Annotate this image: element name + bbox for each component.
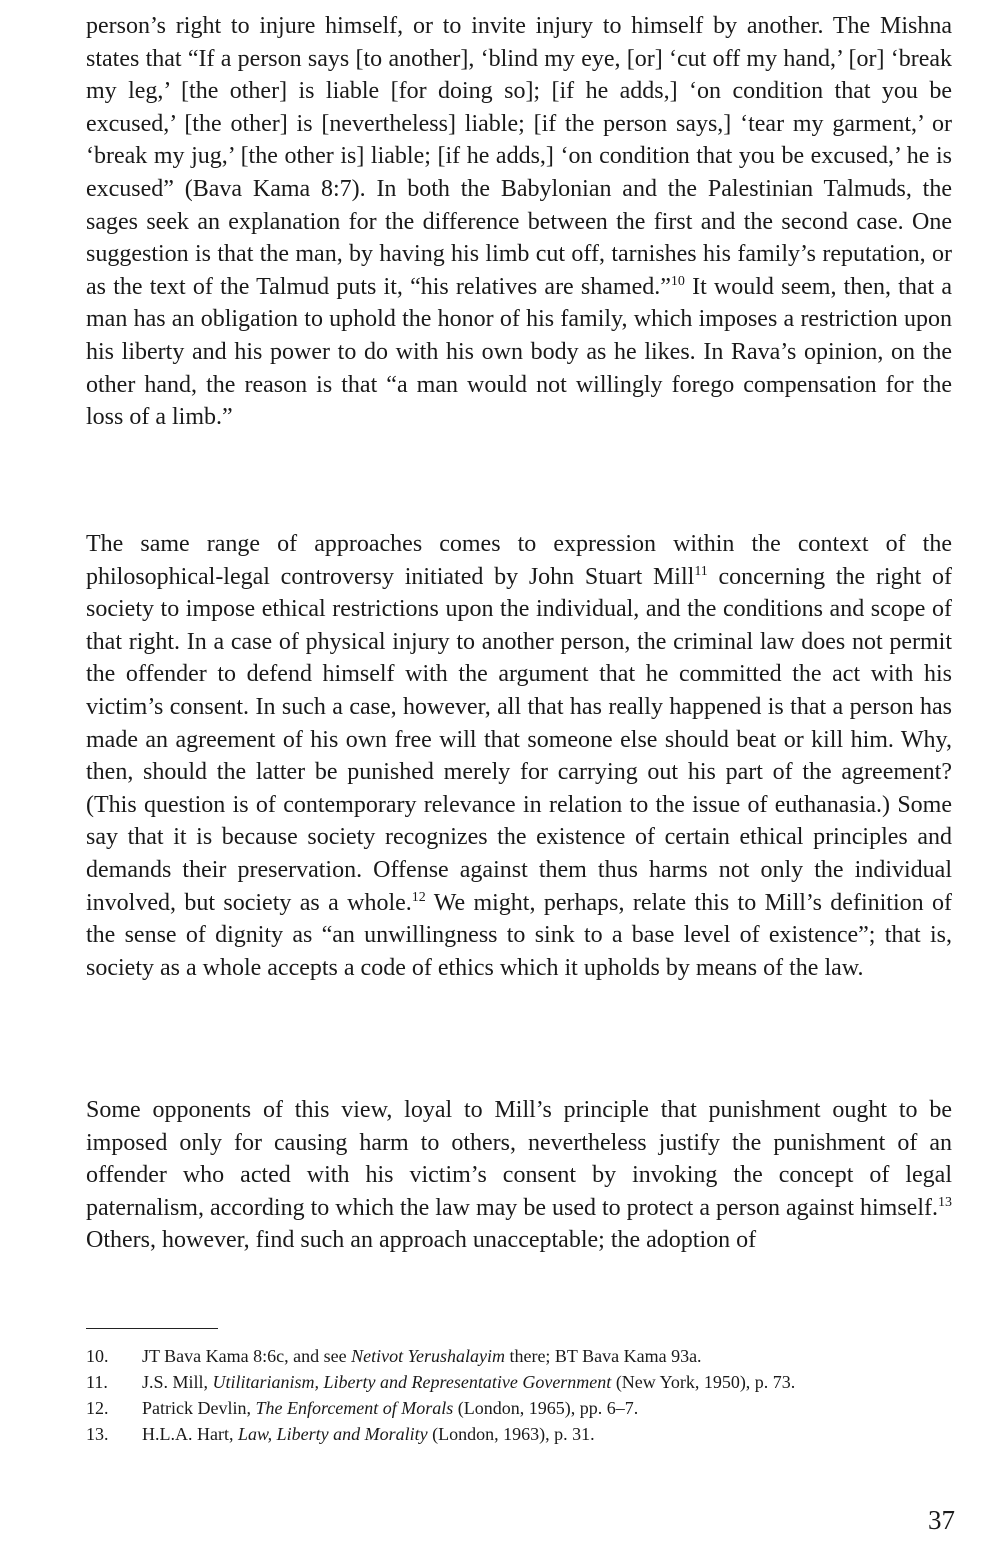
footnote-number: 12. — [86, 1398, 109, 1418]
footnote-text-plain: J.S. Mill, — [142, 1372, 213, 1392]
paragraph-text: The same range of approaches comes to expression within the context of the philosophical-legal controversy initiated by John Stuart Mill — [86, 531, 952, 590]
body-paragraph-2 — [86, 528, 952, 984]
footnote-ref-10[interactable]: 10 — [670, 273, 685, 289]
footnote-ref-12[interactable]: 12 — [411, 889, 426, 905]
footnote-text-plain: JT Bava Kama 8:6c, and see — [142, 1346, 352, 1366]
footnote-text — [142, 1344, 702, 1368]
paragraph-text: Some opponents of this view, loyal to Mill’s principle that punishment ought to be imposed only for causing harm to others, nevertheless justify the punishment of an offender who acted with his victim’s consent by invoking the concept of legal paternalism, according to which the law may be used to protect a person against himself. — [86, 1097, 952, 1221]
footnote-number: 11. — [86, 1372, 108, 1392]
footnote-title: Law, Liberty and Morality — [237, 1424, 428, 1444]
footnote-ref-11[interactable]: 11 — [694, 563, 708, 579]
paragraph-text: person’s right to injure himself, or to invite injury to himself by another. The Mishna states that “If a person says [to another], ‘blind my eye, [or] ‘cut off my hand,’ [or] ‘break my leg,’ [the other] is liable [for doing so]; [if he adds,] ‘on condition that you be excused,’ [the other] is [nevertheless] liable; [if the person says,] ‘tear my garment,’ or ‘break my jug,’ [the other is] liable; [if he adds,] ‘on condition that you be excused,’ he is excused” (Bava Kama 8:7). In both the Babylonian and the Palestinian Talmuds, the sages seek an explanation for the difference between the first and the second case. One suggestion is that the man, by having his limb cut off, tarnishes his family’s reputation, or as the text of the Talmud puts it, “his relatives are shamed.” — [86, 13, 952, 300]
footnote-text-plain: (New York, 1950), p. 73. — [611, 1372, 796, 1392]
footnote-text — [142, 1370, 795, 1394]
footnote-text — [142, 1422, 595, 1446]
paragraph-text: It would seem, then, that a man has an obligation to uphold the honor of his family, which imposes a restriction upon his liberty and his power to do with his own body as he likes. In Rava’s opinion, on the other hand, the reason is that “a man would not willingly forego compensation for the loss of a limb.” — [86, 273, 952, 431]
footnote-text-plain: there; BT Bava Kama 93a. — [504, 1346, 702, 1366]
page-number: 37 — [928, 1505, 955, 1535]
footnote-title: Netivot Yerushalayim — [351, 1346, 505, 1366]
body-paragraph-3 — [86, 1094, 952, 1257]
footnote-title: Utilitarianism, Liberty and Representative Government — [212, 1372, 612, 1392]
paragraph-text: concerning the right of society to impose ethical restrictions upon the individual, and the conditions and scope of that right. In a case of physical injury to another person, the criminal law does not permit the offender to defend himself with the argument that he committed the act with his victim’s consent. In such a case, however, all that has really happened is that a person has made an agreement of his own free will that someone else should beat or kill him. Why, then, should the latter be punished merely for carrying out his part of the agreement? (This question is of contemporary relevance in relation to the issue of euthanasia.) Some say that it is because society recognizes the existence of certain ethical principles and demands their preservation. Offense against them thus harms not only the individual involved, but society as a whole. — [86, 563, 952, 916]
paragraph-text: We might, perhaps, relate this to Mill’s definition of the sense of dignity as “an unwillingness to sink to a base level of existence”; that is, society as a whole accepts a code of ethics which it upholds by means of the law. — [86, 889, 952, 981]
footnote-divider — [86, 1328, 218, 1329]
footnote-title: The Enforcement of Morals — [255, 1398, 454, 1418]
footnote-number: 13. — [86, 1424, 109, 1444]
footnote-text-plain: (London, 1963), p. 31. — [427, 1424, 595, 1444]
footnote-number: 10. — [86, 1346, 109, 1366]
body-paragraph-1 — [86, 10, 952, 434]
footnote-ref-13[interactable]: 13 — [938, 1194, 952, 1210]
footnote-text-plain: (London, 1965), pp. 6–7. — [453, 1398, 639, 1418]
footnote-text-plain: H.L.A. Hart, — [142, 1424, 238, 1444]
footnote-text — [142, 1396, 638, 1420]
footnote-text-plain: Patrick Devlin, — [142, 1398, 256, 1418]
paragraph-text: Others, however, find such an approach unacceptable; the adoption of — [86, 1227, 757, 1254]
